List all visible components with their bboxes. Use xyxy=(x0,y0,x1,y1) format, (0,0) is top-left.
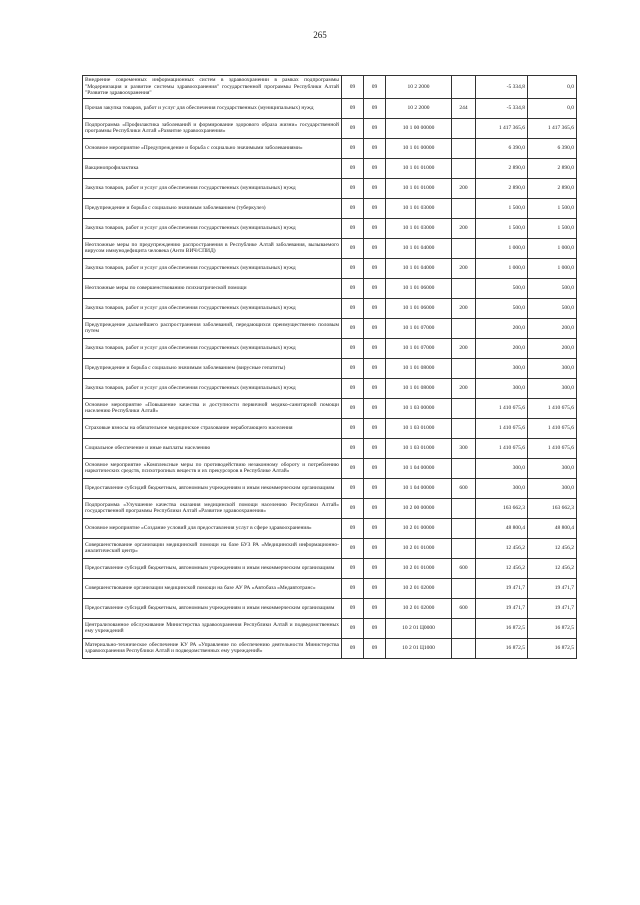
section-code-cell: 09 xyxy=(342,218,364,238)
table-row xyxy=(83,478,577,498)
expense-type-cell xyxy=(452,238,476,258)
expense-type-cell xyxy=(452,198,476,218)
table-row xyxy=(83,178,577,198)
expense-type-cell: 200 xyxy=(452,218,476,238)
amount-cell-1: 200,0 xyxy=(476,338,528,358)
row-name-cell: Централизованное обслуживание Министерства здравоохранения Республики Алтай и подведомственных ему учреждений xyxy=(83,618,342,638)
row-name-cell: Предупреждение дальнейшего распространения заболеваний, передающихся преимущественно половым путем xyxy=(83,318,342,338)
expense-type-cell xyxy=(452,358,476,378)
amount-cell-1: 48 800,4 xyxy=(476,518,528,538)
amount-cell-2: 1 410 675,6 xyxy=(528,438,577,458)
section-code-cell: 09 xyxy=(342,578,364,598)
table-body xyxy=(83,76,577,659)
amount-cell-1: 1 410 675,6 xyxy=(476,418,528,438)
expense-type-cell: 300 xyxy=(452,438,476,458)
subsection-code-cell: 09 xyxy=(364,638,386,658)
section-code-cell: 09 xyxy=(342,158,364,178)
section-code-cell: 09 xyxy=(342,198,364,218)
target-article-cell: 10 1 01 08000 xyxy=(386,358,452,378)
section-code-cell: 09 xyxy=(342,338,364,358)
target-article-cell: 10 2 01 02000 xyxy=(386,598,452,618)
row-name-cell: Вакцинопрофилактика xyxy=(83,158,342,178)
expense-type-cell xyxy=(452,158,476,178)
section-code-cell: 09 xyxy=(342,598,364,618)
amount-cell-1: 163 662,3 xyxy=(476,498,528,518)
table-row xyxy=(83,238,577,258)
amount-cell-1: 1 410 675,6 xyxy=(476,398,528,418)
target-article-cell: 10 1 01 07000 xyxy=(386,318,452,338)
table-row xyxy=(83,76,577,99)
row-name-cell: Предупреждение и борьба с социально значимым заболеванием (вирусные гепатиты) xyxy=(83,358,342,378)
expense-type-cell: 244 xyxy=(452,98,476,118)
table-row xyxy=(83,558,577,578)
table-row xyxy=(83,538,577,558)
table-row xyxy=(83,258,577,278)
row-name-cell: Неотложные меры по предупреждению распространения в Республике Алтай заболевания, вызываемого вирусом иммунодефицита человека (Анти ВИЧ/СПИД) xyxy=(83,238,342,258)
subsection-code-cell: 09 xyxy=(364,138,386,158)
subsection-code-cell: 09 xyxy=(364,598,386,618)
table-row xyxy=(83,598,577,618)
amount-cell-1: 12 456,2 xyxy=(476,558,528,578)
target-article-cell: 10 1 01 06000 xyxy=(386,278,452,298)
expense-type-cell xyxy=(452,138,476,158)
expense-type-cell: 600 xyxy=(452,478,476,498)
expense-type-cell xyxy=(452,498,476,518)
amount-cell-1: 300,0 xyxy=(476,478,528,498)
table-row xyxy=(83,198,577,218)
table-row xyxy=(83,118,577,138)
target-article-cell: 10 1 04 00000 xyxy=(386,458,452,478)
target-article-cell: 10 2 00 00000 xyxy=(386,498,452,518)
section-code-cell: 09 xyxy=(342,278,364,298)
row-name-cell: Неотложные меры по совершенствованию психиатрической помощи xyxy=(83,278,342,298)
amount-cell-1: 16 872,5 xyxy=(476,638,528,658)
amount-cell-2: 300,0 xyxy=(528,378,577,398)
amount-cell-1: -5 334,8 xyxy=(476,76,528,99)
page-number: 265 xyxy=(313,30,327,40)
row-name-cell: Закупка товаров, работ и услуг для обеспечения государственных (муниципальных) нужд xyxy=(83,338,342,358)
table-row xyxy=(83,638,577,658)
target-article-cell: 10 1 03 00000 xyxy=(386,398,452,418)
row-name-cell: Совершенствование организации медицинской помощи на базе АУ РА «Автобаза «Медавтотранс» xyxy=(83,578,342,598)
subsection-code-cell: 09 xyxy=(364,398,386,418)
amount-cell-2: 300,0 xyxy=(528,478,577,498)
table-row xyxy=(83,98,577,118)
target-article-cell: 10 2 01 Ц0000 xyxy=(386,618,452,638)
amount-cell-2: 1 417 365,6 xyxy=(528,118,577,138)
section-code-cell: 09 xyxy=(342,238,364,258)
expense-type-cell xyxy=(452,318,476,338)
amount-cell-2: 48 800,4 xyxy=(528,518,577,538)
expense-type-cell xyxy=(452,638,476,658)
expense-type-cell xyxy=(452,418,476,438)
table-row xyxy=(83,458,577,478)
amount-cell-1: 300,0 xyxy=(476,358,528,378)
amount-cell-1: 2 890,0 xyxy=(476,178,528,198)
section-code-cell: 09 xyxy=(342,558,364,578)
subsection-code-cell: 09 xyxy=(364,178,386,198)
section-code-cell: 09 xyxy=(342,438,364,458)
expense-type-cell xyxy=(452,118,476,138)
row-name-cell: Подпрограмма «Улучшение качества оказания медицинской помощи населению Республики Алтай» государственной программы Республики Алтай «Развитие здравоохранения» xyxy=(83,498,342,518)
expense-type-cell xyxy=(452,398,476,418)
subsection-code-cell: 09 xyxy=(364,218,386,238)
amount-cell-2: 300,0 xyxy=(528,358,577,378)
row-name-cell: Предоставление субсидий бюджетным, автономным учреждениям и иным некоммерческим организациям xyxy=(83,558,342,578)
amount-cell-2: 6 390,0 xyxy=(528,138,577,158)
amount-cell-2: 1 410 675,6 xyxy=(528,398,577,418)
amount-cell-1: 2 890,0 xyxy=(476,158,528,178)
amount-cell-2: 1 500,0 xyxy=(528,218,577,238)
target-article-cell: 10 2 01 02000 xyxy=(386,578,452,598)
table-row xyxy=(83,158,577,178)
row-name-cell: Прочая закупка товаров, работ и услуг для обеспечения государственных (муниципальных) нужд xyxy=(83,98,342,118)
target-article-cell: 10 1 01 03000 xyxy=(386,198,452,218)
section-code-cell: 09 xyxy=(342,138,364,158)
section-code-cell: 09 xyxy=(342,398,364,418)
amount-cell-1: -5 334,8 xyxy=(476,98,528,118)
amount-cell-2: 500,0 xyxy=(528,278,577,298)
amount-cell-1: 1 000,0 xyxy=(476,238,528,258)
table-row xyxy=(83,418,577,438)
table-row xyxy=(83,298,577,318)
subsection-code-cell: 09 xyxy=(364,258,386,278)
amount-cell-1: 19 471,7 xyxy=(476,598,528,618)
subsection-code-cell: 09 xyxy=(364,618,386,638)
expense-type-cell: 200 xyxy=(452,178,476,198)
amount-cell-2: 16 872,5 xyxy=(528,618,577,638)
target-article-cell: 10 1 01 07000 xyxy=(386,338,452,358)
amount-cell-1: 300,0 xyxy=(476,458,528,478)
row-name-cell: Предоставление субсидий бюджетным, автономным учреждениям и иным некоммерческим организациям xyxy=(83,598,342,618)
row-name-cell: Совершенствование организации медицинской помощи на базе БУЗ РА «Медицинский информационно-аналитический центр» xyxy=(83,538,342,558)
amount-cell-1: 12 456,2 xyxy=(476,538,528,558)
row-name-cell: Внедрение современных информационных систем в здравоохранении в рамках подпрограммы "Модернизация и развитие системы здравоохранения" государственной программы Республики Алтай "Развитие здравоохранения" xyxy=(83,76,342,99)
subsection-code-cell: 09 xyxy=(364,458,386,478)
row-name-cell: Социальное обеспечение и иные выплаты населению xyxy=(83,438,342,458)
amount-cell-2: 0,0 xyxy=(528,98,577,118)
target-article-cell: 10 1 01 04000 xyxy=(386,258,452,278)
amount-cell-1: 19 471,7 xyxy=(476,578,528,598)
amount-cell-2: 0,0 xyxy=(528,76,577,99)
row-name-cell: Страховые взносы на обязательное медицинское страхование неработающего населения xyxy=(83,418,342,438)
section-code-cell: 09 xyxy=(342,498,364,518)
subsection-code-cell: 09 xyxy=(364,498,386,518)
row-name-cell: Материально-техническое обеспечение КУ РА «Управление по обеспечению деятельности Министерства здравоохранения Республики Алтай и подведомственных ему учреждений» xyxy=(83,638,342,658)
subsection-code-cell: 09 xyxy=(364,358,386,378)
section-code-cell: 09 xyxy=(342,478,364,498)
expense-type-cell xyxy=(452,278,476,298)
subsection-code-cell: 09 xyxy=(364,538,386,558)
amount-cell-1: 16 872,5 xyxy=(476,618,528,638)
table-row xyxy=(83,218,577,238)
section-code-cell: 09 xyxy=(342,638,364,658)
target-article-cell: 10 1 01 08000 xyxy=(386,378,452,398)
section-code-cell: 09 xyxy=(342,298,364,318)
table-row xyxy=(83,398,577,418)
table-row xyxy=(83,338,577,358)
section-code-cell: 09 xyxy=(342,258,364,278)
expense-type-cell xyxy=(452,458,476,478)
expense-type-cell: 200 xyxy=(452,298,476,318)
table-row xyxy=(83,578,577,598)
amount-cell-2: 1 000,0 xyxy=(528,258,577,278)
amount-cell-1: 1 500,0 xyxy=(476,198,528,218)
amount-cell-2: 163 662,3 xyxy=(528,498,577,518)
target-article-cell: 10 2 01 00000 xyxy=(386,518,452,538)
section-code-cell: 09 xyxy=(342,98,364,118)
amount-cell-1: 200,0 xyxy=(476,318,528,338)
table-row xyxy=(83,358,577,378)
table-row xyxy=(83,618,577,638)
expense-type-cell: 200 xyxy=(452,258,476,278)
section-code-cell: 09 xyxy=(342,378,364,398)
target-article-cell: 10 2 01 01000 xyxy=(386,538,452,558)
expense-type-cell: 200 xyxy=(452,378,476,398)
amount-cell-2: 300,0 xyxy=(528,458,577,478)
row-name-cell: Закупка товаров, работ и услуг для обеспечения государственных (муниципальных) нужд xyxy=(83,378,342,398)
subsection-code-cell: 09 xyxy=(364,338,386,358)
target-article-cell: 10 1 01 01000 xyxy=(386,158,452,178)
subsection-code-cell: 09 xyxy=(364,198,386,218)
row-name-cell: Закупка товаров, работ и услуг для обеспечения государственных (муниципальных) нужд xyxy=(83,258,342,278)
amount-cell-2: 500,0 xyxy=(528,298,577,318)
section-code-cell: 09 xyxy=(342,418,364,438)
subsection-code-cell: 09 xyxy=(364,478,386,498)
row-name-cell: Основное мероприятие «Комплексные меры по противодействию незаконному обороту и потреблению наркотических средств, психотропных веществ и их прекурсоров в Республике Алтай» xyxy=(83,458,342,478)
target-article-cell: 10 1 01 03000 xyxy=(386,218,452,238)
target-article-cell: 10 1 03 01000 xyxy=(386,438,452,458)
amount-cell-2: 2 890,0 xyxy=(528,158,577,178)
expense-type-cell: 600 xyxy=(452,558,476,578)
section-code-cell: 09 xyxy=(342,538,364,558)
target-article-cell: 10 1 01 00000 xyxy=(386,138,452,158)
target-article-cell: 10 1 03 01000 xyxy=(386,418,452,438)
expense-type-cell: 200 xyxy=(452,338,476,358)
table-row xyxy=(83,378,577,398)
section-code-cell: 09 xyxy=(342,458,364,478)
amount-cell-1: 500,0 xyxy=(476,298,528,318)
amount-cell-2: 200,0 xyxy=(528,338,577,358)
row-name-cell: Основное мероприятие «Создание условий для предоставления услуг в сфере здравоохранения» xyxy=(83,518,342,538)
subsection-code-cell: 09 xyxy=(364,438,386,458)
amount-cell-1: 1 000,0 xyxy=(476,258,528,278)
subsection-code-cell: 09 xyxy=(364,578,386,598)
amount-cell-2: 19 471,7 xyxy=(528,598,577,618)
subsection-code-cell: 09 xyxy=(364,76,386,99)
subsection-code-cell: 09 xyxy=(364,118,386,138)
section-code-cell: 09 xyxy=(342,518,364,538)
subsection-code-cell: 09 xyxy=(364,278,386,298)
subsection-code-cell: 09 xyxy=(364,318,386,338)
amount-cell-2: 16 872,5 xyxy=(528,638,577,658)
amount-cell-1: 1 417 365,6 xyxy=(476,118,528,138)
row-name-cell: Закупка товаров, работ и услуг для обеспечения государственных (муниципальных) нужд xyxy=(83,298,342,318)
target-article-cell: 10 2 2000 xyxy=(386,76,452,99)
amount-cell-2: 2 890,0 xyxy=(528,178,577,198)
target-article-cell: 10 1 01 01000 xyxy=(386,178,452,198)
target-article-cell: 10 1 04 00000 xyxy=(386,478,452,498)
section-code-cell: 09 xyxy=(342,118,364,138)
amount-cell-2: 12 456,2 xyxy=(528,538,577,558)
expense-type-cell xyxy=(452,538,476,558)
section-code-cell: 09 xyxy=(342,76,364,99)
subsection-code-cell: 09 xyxy=(364,418,386,438)
amount-cell-2: 12 456,2 xyxy=(528,558,577,578)
section-code-cell: 09 xyxy=(342,318,364,338)
amount-cell-2: 1 410 675,6 xyxy=(528,418,577,438)
section-code-cell: 09 xyxy=(342,618,364,638)
expense-type-cell xyxy=(452,76,476,99)
row-name-cell: Основное мероприятие «Предупреждение и борьба с социально значимыми заболеваниями» xyxy=(83,138,342,158)
subsection-code-cell: 09 xyxy=(364,238,386,258)
row-name-cell: Основное мероприятие «Повышение качества и доступности первичной медико-санитарной помощи населению Республики Алтай» xyxy=(83,398,342,418)
subsection-code-cell: 09 xyxy=(364,558,386,578)
amount-cell-1: 500,0 xyxy=(476,278,528,298)
expense-type-cell xyxy=(452,518,476,538)
row-name-cell: Закупка товаров, работ и услуг для обеспечения государственных (муниципальных) нужд xyxy=(83,218,342,238)
row-name-cell: Подпрограмма «Профилактика заболеваний и формирование здорового образа жизни» государственной программы Республики Алтай «Развитие здравоохранения» xyxy=(83,118,342,138)
amount-cell-1: 300,0 xyxy=(476,378,528,398)
table-row xyxy=(83,498,577,518)
amount-cell-1: 1 410 675,6 xyxy=(476,438,528,458)
budget-table xyxy=(82,75,577,659)
table-row xyxy=(83,278,577,298)
amount-cell-1: 1 500,0 xyxy=(476,218,528,238)
subsection-code-cell: 09 xyxy=(364,98,386,118)
table-row xyxy=(83,518,577,538)
row-name-cell: Предоставление субсидий бюджетным, автономным учреждениям и иным некоммерческим организациям xyxy=(83,478,342,498)
table-row xyxy=(83,438,577,458)
amount-cell-2: 19 471,7 xyxy=(528,578,577,598)
section-code-cell: 09 xyxy=(342,358,364,378)
target-article-cell: 10 1 00 00000 xyxy=(386,118,452,138)
row-name-cell: Предупреждение и борьба с социально значимым заболеванием (туберкулез) xyxy=(83,198,342,218)
target-article-cell: 10 1 01 06000 xyxy=(386,298,452,318)
expense-type-cell xyxy=(452,578,476,598)
row-name-cell: Закупка товаров, работ и услуг для обеспечения государственных (муниципальных) нужд xyxy=(83,178,342,198)
expense-type-cell xyxy=(452,618,476,638)
subsection-code-cell: 09 xyxy=(364,158,386,178)
target-article-cell: 10 2 01 01000 xyxy=(386,558,452,578)
subsection-code-cell: 09 xyxy=(364,378,386,398)
table-row xyxy=(83,318,577,338)
table-row xyxy=(83,138,577,158)
target-article-cell: 10 1 01 04000 xyxy=(386,238,452,258)
target-article-cell: 10 2 01 Ц1000 xyxy=(386,638,452,658)
amount-cell-2: 200,0 xyxy=(528,318,577,338)
expense-type-cell: 600 xyxy=(452,598,476,618)
amount-cell-1: 6 390,0 xyxy=(476,138,528,158)
target-article-cell: 10 2 2000 xyxy=(386,98,452,118)
subsection-code-cell: 09 xyxy=(364,298,386,318)
amount-cell-2: 1 500,0 xyxy=(528,198,577,218)
section-code-cell: 09 xyxy=(342,178,364,198)
subsection-code-cell: 09 xyxy=(364,518,386,538)
amount-cell-2: 1 000,0 xyxy=(528,238,577,258)
